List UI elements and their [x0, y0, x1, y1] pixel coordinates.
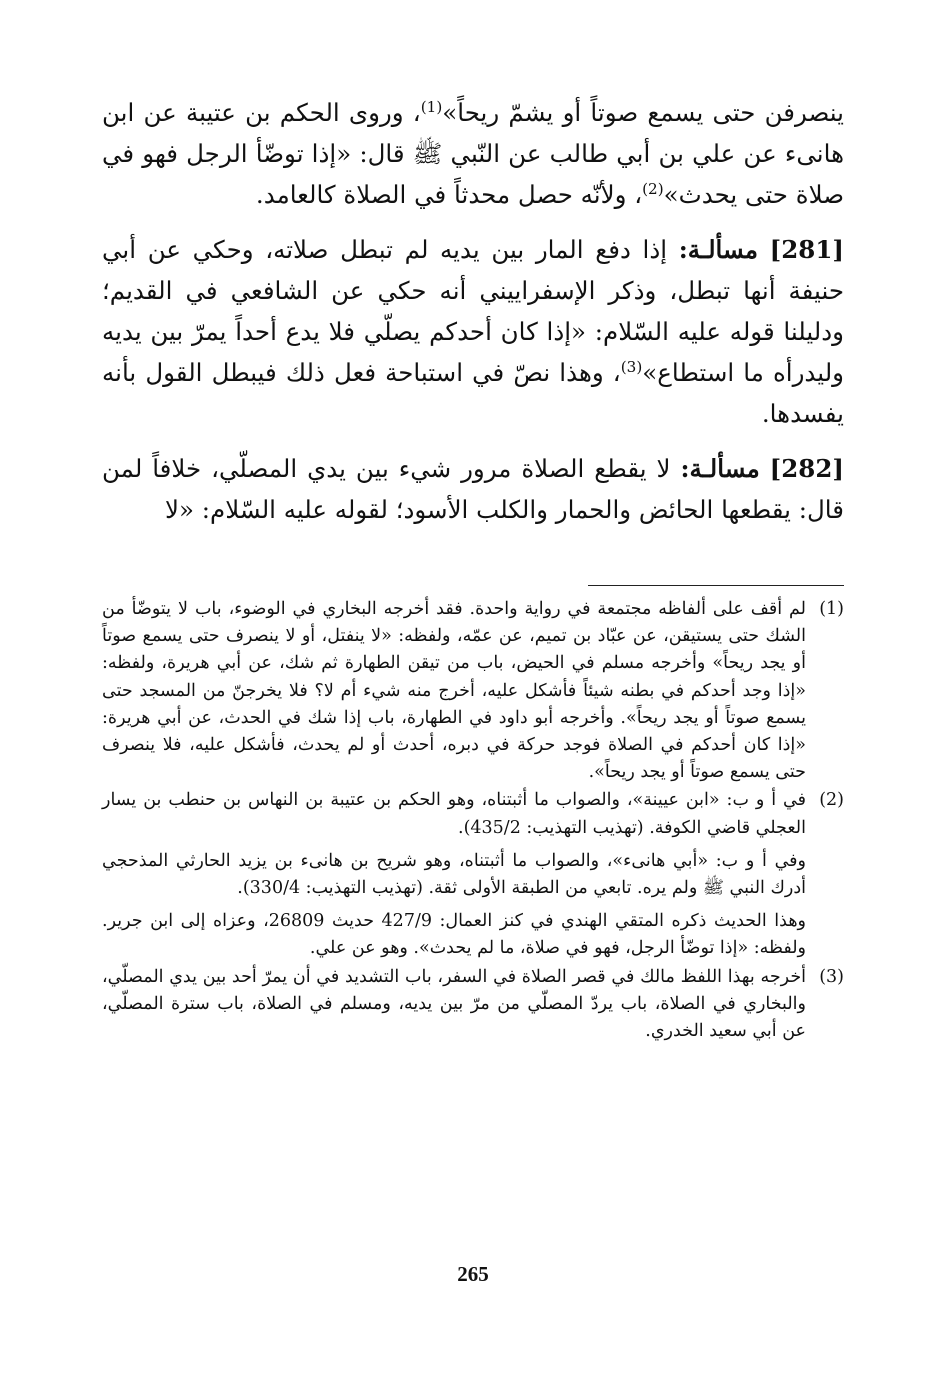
footnote-3	[102, 964, 844, 1046]
footnote-2	[102, 787, 844, 962]
footnote-ref-2[interactable]: (2)	[642, 179, 664, 198]
footnote-number: (1)	[819, 599, 844, 619]
footnotes	[102, 596, 844, 1046]
masala-281	[102, 229, 844, 434]
footnote-separator	[588, 585, 844, 586]
footnote-body	[102, 596, 806, 786]
footnote-body	[102, 787, 806, 962]
masala-label: مسألـة:	[678, 235, 758, 264]
paragraph-1	[102, 92, 844, 215]
footnote-paragraph: وهذا الحديث ذكره المتقي الهندي في كنز العمال: 427/9 حديث 26809، وعزاه إلى ابن جرير. ولفظه: «إذا توضّأ الرجل، فهو في صلاة، ما لم يحدث». وهو عن علي.	[102, 911, 806, 959]
paragraph-1-text-c: ، ولأنّه حصل محدثاً في الصلاة كالعامد.	[255, 180, 643, 209]
footnote-number: (2)	[819, 790, 844, 811]
footnote-number: (3)	[819, 966, 844, 987]
masala-number: [282]	[769, 454, 844, 483]
paragraph-1-text-b: ، وروى الحكم بن عتيبة عن ابن هانىء عن علي بن أبي طالب عن النّبي ﷺ قال: «إذا توضّأ الرجل فهو في صلاة حتى يحدث»	[102, 98, 844, 209]
masala-281-text-a: إذا دفع المار بين يديه لم تبطل صلاته، وحكي عن أبي حنيفة أنها تبطل، وذكر الإسفراييني أنه حكي عن الشافعي في القديم؛ ودليلنا قوله عليه السّلام: «إذا كان أحدكم يصلّي فلا يدع أحداً يمرّ بين يديه وليدرأه ما استطاع»	[102, 235, 844, 387]
paragraph-1-text-a: ينصرفن حتى يسمع صوتاً أو يشمّ ريحاً»	[442, 98, 844, 127]
footnote-ref-1[interactable]: (1)	[420, 97, 443, 116]
footnote-paragraph: وفي أ و ب: «أبي هانىء»، والصواب ما أثبتناه، وهو شريح بن هانىء بن يزيد الحارثي المذحجي أدرك النبي ﷺ ولم يره. تابعي من الطبقة الأولى ثقة. (تهذيب التهذيب: 330/4).	[102, 850, 806, 899]
footnote-paragraph: في أ و ب: «ابن عيينة»، والصواب ما أثبتناه، وهو الحكم بن عتيبة بن النهاس بن حنطب بن يسار العجلي قاضي الكوفة. (تهذيب التهذيب: 435/2).	[102, 790, 806, 838]
footnote-paragraph: أخرجه بهذا اللفظ مالك في قصر الصلاة في السفر، باب التشديد في أن يمرّ أحد بين يدي المصلّي، والبخاري في الصلاة، باب يردّ المصلّي من مرّ بين يديه، ومسلم في الصلاة، باب سترة المصلّي، عن أبي سعيد الخدري.	[102, 966, 806, 1042]
masala-281-text-b: ، وهذا نصّ في استباحة فعل ذلك فيبطل القول بأنه يفسدها.	[102, 358, 844, 428]
main-text	[102, 92, 844, 530]
masala-number: [281]	[769, 235, 844, 264]
masala-282	[102, 448, 844, 530]
footnote-ref-3[interactable]: (3)	[620, 357, 643, 376]
page-number: 265	[457, 1262, 489, 1286]
footnote-paragraph: لم أقف على ألفاظه مجتمعة في رواية واحدة. فقد أخرجه البخاري في الوضوء، باب لا يتوضّأ من الشك حتى يستيقن، عن عبّاد بن تميم، عن عمّه، ولفظه: «لا ينفتل، أو لا ينصرف حتى يسمع صوتاً أو يجد ريحاً» وأخرجه مسلم في الحيض، باب من تيقن الطهارة ثم شك، عن أبي هريرة، ولفظه: «إذا وجد أحدكم في بطنه شيئاً فأشكل عليه، أخرج منه شيء أم لا؟ فلا يخرجنّ من المسجد حتى يسمع صوتاً أو يجد ريحاً». وأخرجه أبو داود في الطهارة، باب إذا شك في الحدث، عن أبي هريرة: «إذا كان أحدكم في الصلاة فوجد حركة في دبره، أحدث أو لم يحدث، فأشكل عليه، فلا ينصرف حتى يسمع صوتاً أو يجد ريحاً».	[102, 599, 806, 783]
footnote-1	[102, 596, 844, 786]
masala-282-text: لا يقطع الصلاة مرور شيء بين يدي المصلّي، خلافاً لمن قال: يقطعها الحائض والحمار والكلب الأسود؛ لقوله عليه السّلام: «لا	[102, 454, 844, 524]
footnote-body	[102, 964, 806, 1046]
masala-label: مسألـة:	[680, 454, 760, 483]
